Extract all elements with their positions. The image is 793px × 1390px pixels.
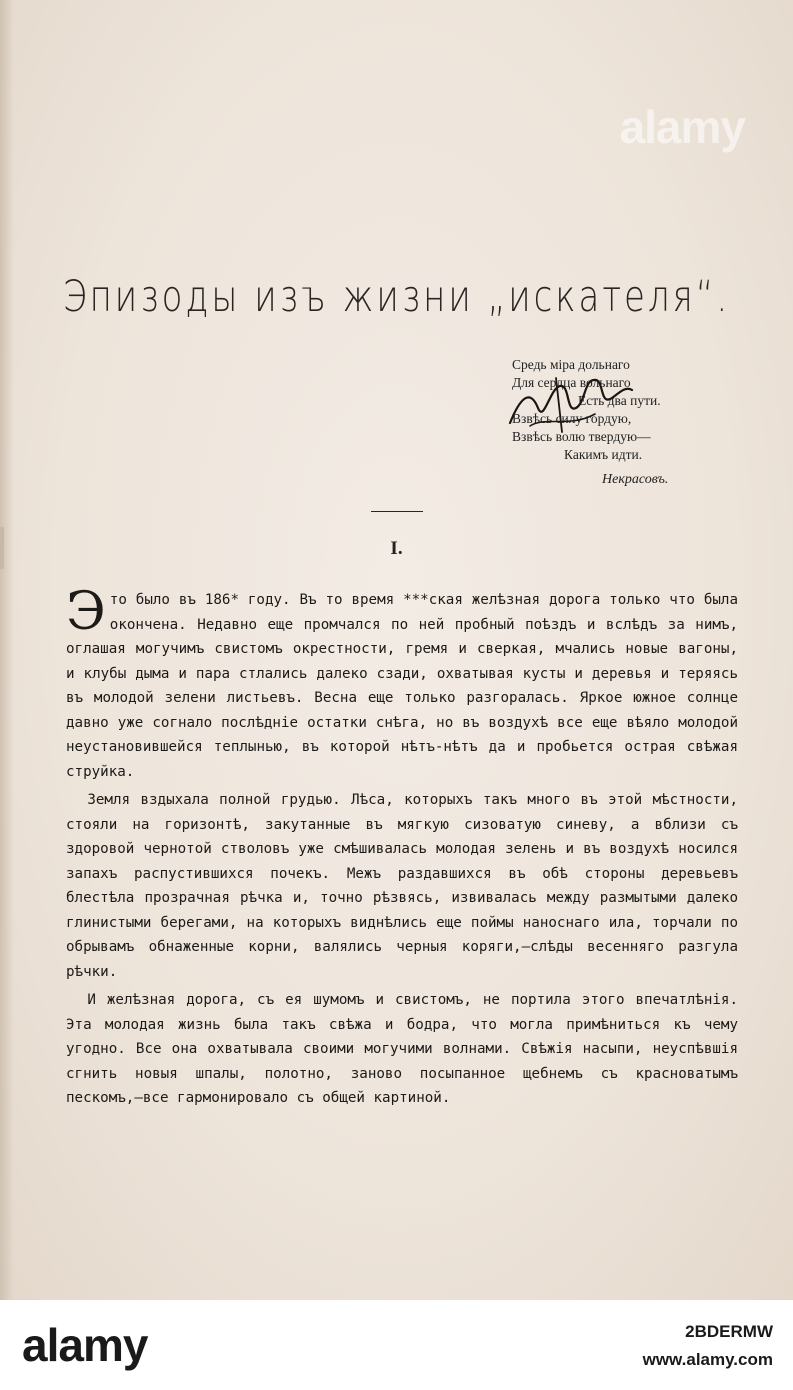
alamy-logo: alamy	[22, 1319, 148, 1371]
paragraph: Земля вздыхала полной грудью. Лѣса, которыхъ такъ много въ этой мѣстности, стояли на горизонтѣ, закутанные въ мягкую сизоватую синеву, а вблизи съ здоровой чернотой стволовъ уже смѣшивалась молодая зелень и въ воздухѣ носился запахъ распустившихся почекъ. Межъ раздавшихся въ обѣ стороны деревьевъ блестѣла прозрачная рѣчка и, точно рѣзвясь, извивалась между размытыми далеко глинистыми берегами, на которыхъ виднѣлись еще поймы наноснаго ила, торчали по обрывамъ обнаженные корни, валялись черныя коряги,—слѣды весенняго разгула рѣчки.	[66, 792, 738, 980]
watermark-top: alamy	[619, 101, 745, 153]
epigraph-line: Взвѣсь волю твердую—	[512, 429, 651, 444]
drop-cap: Э	[66, 582, 106, 642]
section-divider	[371, 511, 423, 512]
epigraph-line: Какимъ идти.	[564, 447, 643, 462]
paragraph: И желѣзная дорога, съ ея шумомъ и свистомъ, не портила этого впечатлѣнія. Эта молодая жизнь была такъ свѣжа и бодра, что могла примѣниться къ чему угодно. Все она охватывала своими могучими волнами. Свѣжія насыпи, неуспѣвшія сгнить новыя шпалы, полотно, заново посыпанное щебнемъ съ красноватымъ пескомъ,—все гармонировало съ общей картиной.	[66, 992, 738, 1106]
epigraph-line: Взвѣсь силу гордую,	[512, 411, 632, 426]
page-edge-shadow	[0, 0, 14, 1300]
epigraph-line: Для сердца вольнаго	[512, 375, 631, 390]
page-title: Эпизоды изъ жизни „искателя“.	[62, 272, 731, 322]
paragraph-text: то было въ 186* году. Въ то время ***ская желѣзная дорога только что была окончена. Недавно еще промчался по ней пробный поѣздъ и вслѣдъ за нимъ, оглашая могучимъ свистомъ окрестности, гремя и сверкая, мчались новые вагоны, и клубы дыма и пара стлались далеко сзади, охватывая кусты и деревья и теряясь въ молодой зелени листьевъ. Весна еще только разгоралась. Яркое южное солнце давно уже согнало послѣдніе остатки снѣга, но въ воздухѣ все еще вѣяло молодой неустановившейся теплынью, въ которой нѣтъ-нѣтъ да и пробьется острая свѣжая струйка.	[66, 592, 738, 780]
chapter-number: I.	[390, 538, 403, 559]
epigraph-line: Есть два пути.	[578, 393, 661, 408]
handwritten-signature-icon	[500, 368, 640, 440]
epigraph-line: Средь міра дольнаго	[512, 357, 630, 372]
image-id: 2BDERMW	[685, 1322, 773, 1341]
site-url: www.alamy.com	[642, 1350, 773, 1369]
body-text	[66, 582, 738, 1111]
paragraph	[66, 582, 738, 784]
epigraph-author: Некрасовъ.	[602, 472, 669, 487]
